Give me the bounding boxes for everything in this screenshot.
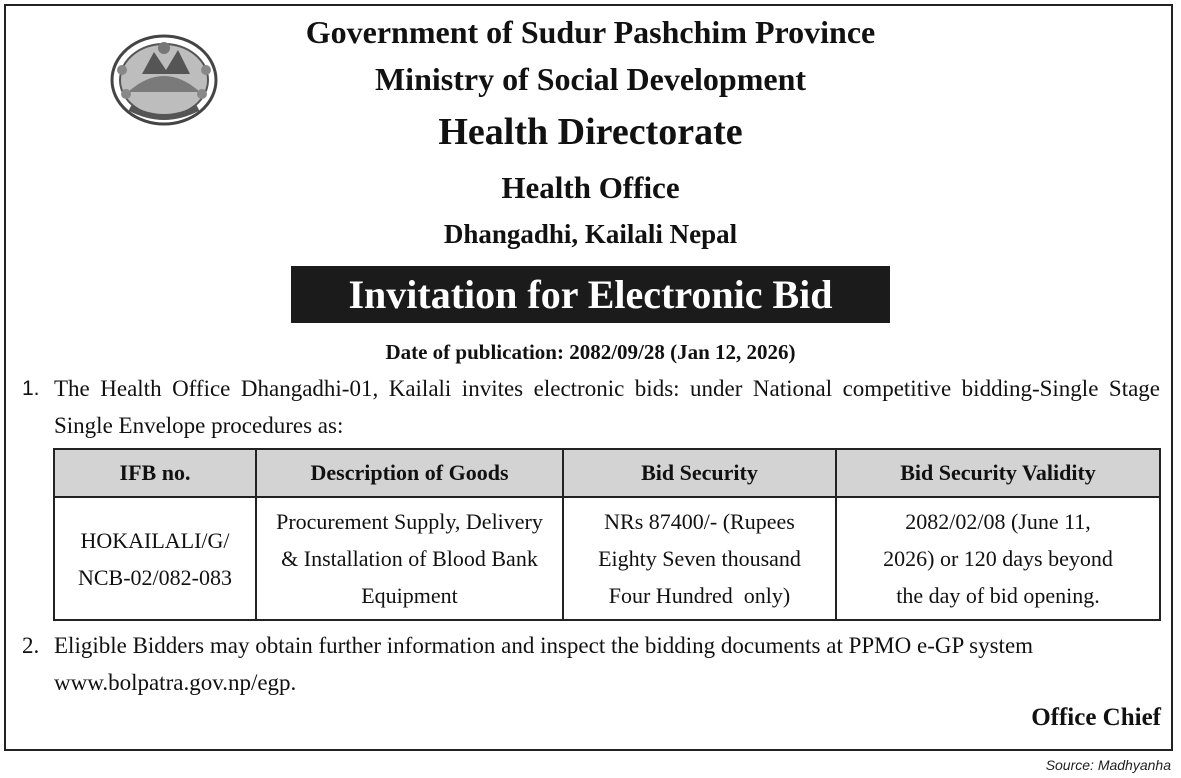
description-cell <box>256 497 563 620</box>
cell-line: the day of bid opening. <box>896 583 1100 608</box>
cell-line: Equipment <box>361 583 458 608</box>
notice-banner: Invitation for Electronic Bid <box>291 266 890 323</box>
cell-line: NRs 87400/- (Rupees <box>604 509 795 534</box>
cell-line: & Installation of Blood Bank <box>281 546 538 571</box>
item-text: Eligible Bidders may obtain further information and inspect the bidding documents at PPMO e-GP system www.bolpatra.gov.np/egp. <box>54 633 1034 695</box>
publication-date: Date of publication: 2082/09/28 (Jan 12, 2026) <box>385 340 796 364</box>
cell-line: Four Hundred only) <box>608 583 791 608</box>
directorate-title: Health Directorate <box>438 111 743 153</box>
item-text: The Health Office Dhangadhi-01, Kailali invites electronic bids: under National competitive bidding-Single Stage Single Envelope procedures as: <box>54 376 1160 438</box>
cell-line: Eighty Seven thousand <box>598 546 801 571</box>
government-title: Government of Sudur Pashchim Province <box>305 14 876 50</box>
bid-security-cell <box>563 497 836 620</box>
cell-line: 2082/02/08 (June 11, <box>905 509 1091 534</box>
cell-line: NCB-02/082-083 <box>78 564 232 590</box>
bid-validity-cell <box>836 497 1160 620</box>
table-row <box>54 497 1160 620</box>
cell-line: Procurement Supply, Delivery <box>276 509 543 534</box>
bid-table <box>53 448 1161 621</box>
item-number: 2. <box>22 633 40 658</box>
column-header: Bid Security <box>563 449 836 497</box>
office-location: Dhangadhi, Kailali Nepal <box>443 219 738 249</box>
ifb-number-cell <box>54 497 256 620</box>
item-number: 1. <box>22 377 40 400</box>
column-header: Bid Security Validity <box>836 449 1160 497</box>
signature: Office Chief <box>1031 704 1161 731</box>
cell-line: 2026) or 120 days beyond <box>883 546 1113 571</box>
ministry-title: Ministry of Social Development <box>374 61 807 97</box>
source-credit: Source: Madhyanha <box>1045 757 1171 773</box>
column-header: IFB no. <box>54 449 256 497</box>
column-header: Description of Goods <box>256 449 563 497</box>
cell-line: HOKAILALI/G/ <box>80 527 230 553</box>
office-title: Health Office <box>501 170 680 205</box>
table-header-row <box>54 449 1160 497</box>
